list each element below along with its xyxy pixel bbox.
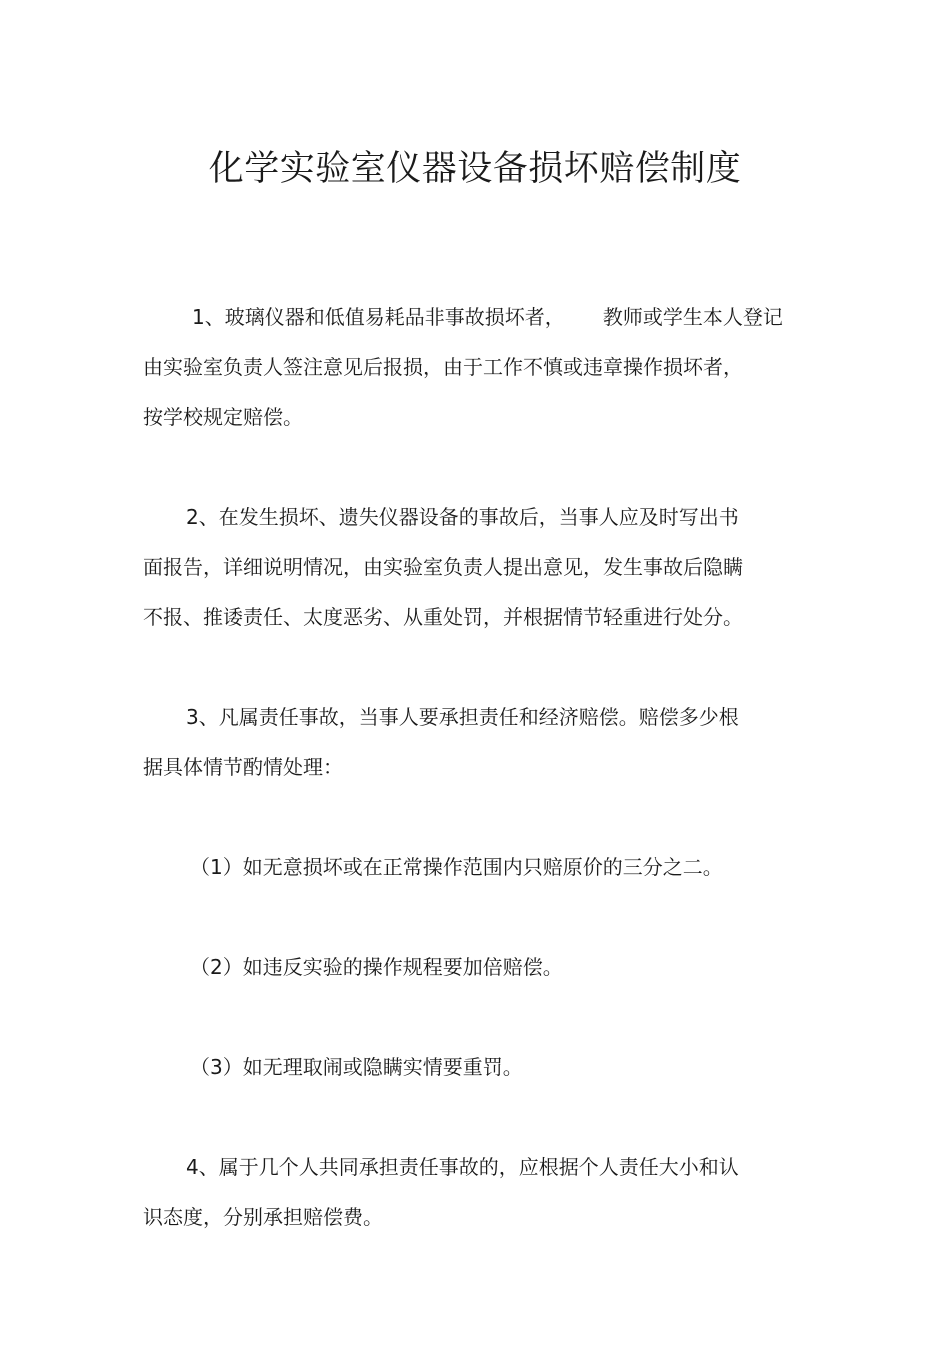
paragraph-1-line-2: 由实验室负责人签注意见后报损，由于工作不慎或违章操作损坏者， (143, 355, 743, 379)
paragraph-3-line-2: 据具体情节酌情处理： (143, 755, 343, 779)
document-title: 化学实验室仪器设备损坏赔偿制度 (208, 149, 742, 189)
paragraph-4-line-2: 识态度，分别承担赔偿费。 (143, 1205, 383, 1229)
paragraph-2-line-1: 2、在发生损坏、遗失仪器设备的事故后，当事人应及时写出书 (186, 505, 739, 529)
paragraph-3-line-1: 3、凡属责任事故，当事人要承担责任和经济赔偿。赔偿多少根 (186, 705, 739, 729)
sub-item-3: （3）如无理取闹或隐瞒实情要重罚。 (190, 1055, 523, 1079)
paragraph-1-line-1: 1、玻璃仪器和低值易耗品非事故损坏者， 教师或学生本人登记 (192, 305, 783, 329)
paragraph-2-line-2: 面报告，详细说明情况，由实验室负责人提出意见，发生事故后隐瞒 (143, 555, 743, 579)
paragraph-1-line-3: 按学校规定赔偿。 (143, 405, 303, 429)
paragraph-2-line-3: 不报、推诿责任、太度恶劣、从重处罚，并根据情节轻重进行处分。 (143, 605, 743, 629)
sub-item-1: （1）如无意损坏或在正常操作范围内只赔原价的三分之二。 (190, 855, 723, 879)
sub-item-2: （2）如违反实验的操作规程要加倍赔偿。 (190, 955, 563, 979)
paragraph-4-line-1: 4、属于几个人共同承担责任事故的，应根据个人责任大小和认 (186, 1155, 739, 1179)
